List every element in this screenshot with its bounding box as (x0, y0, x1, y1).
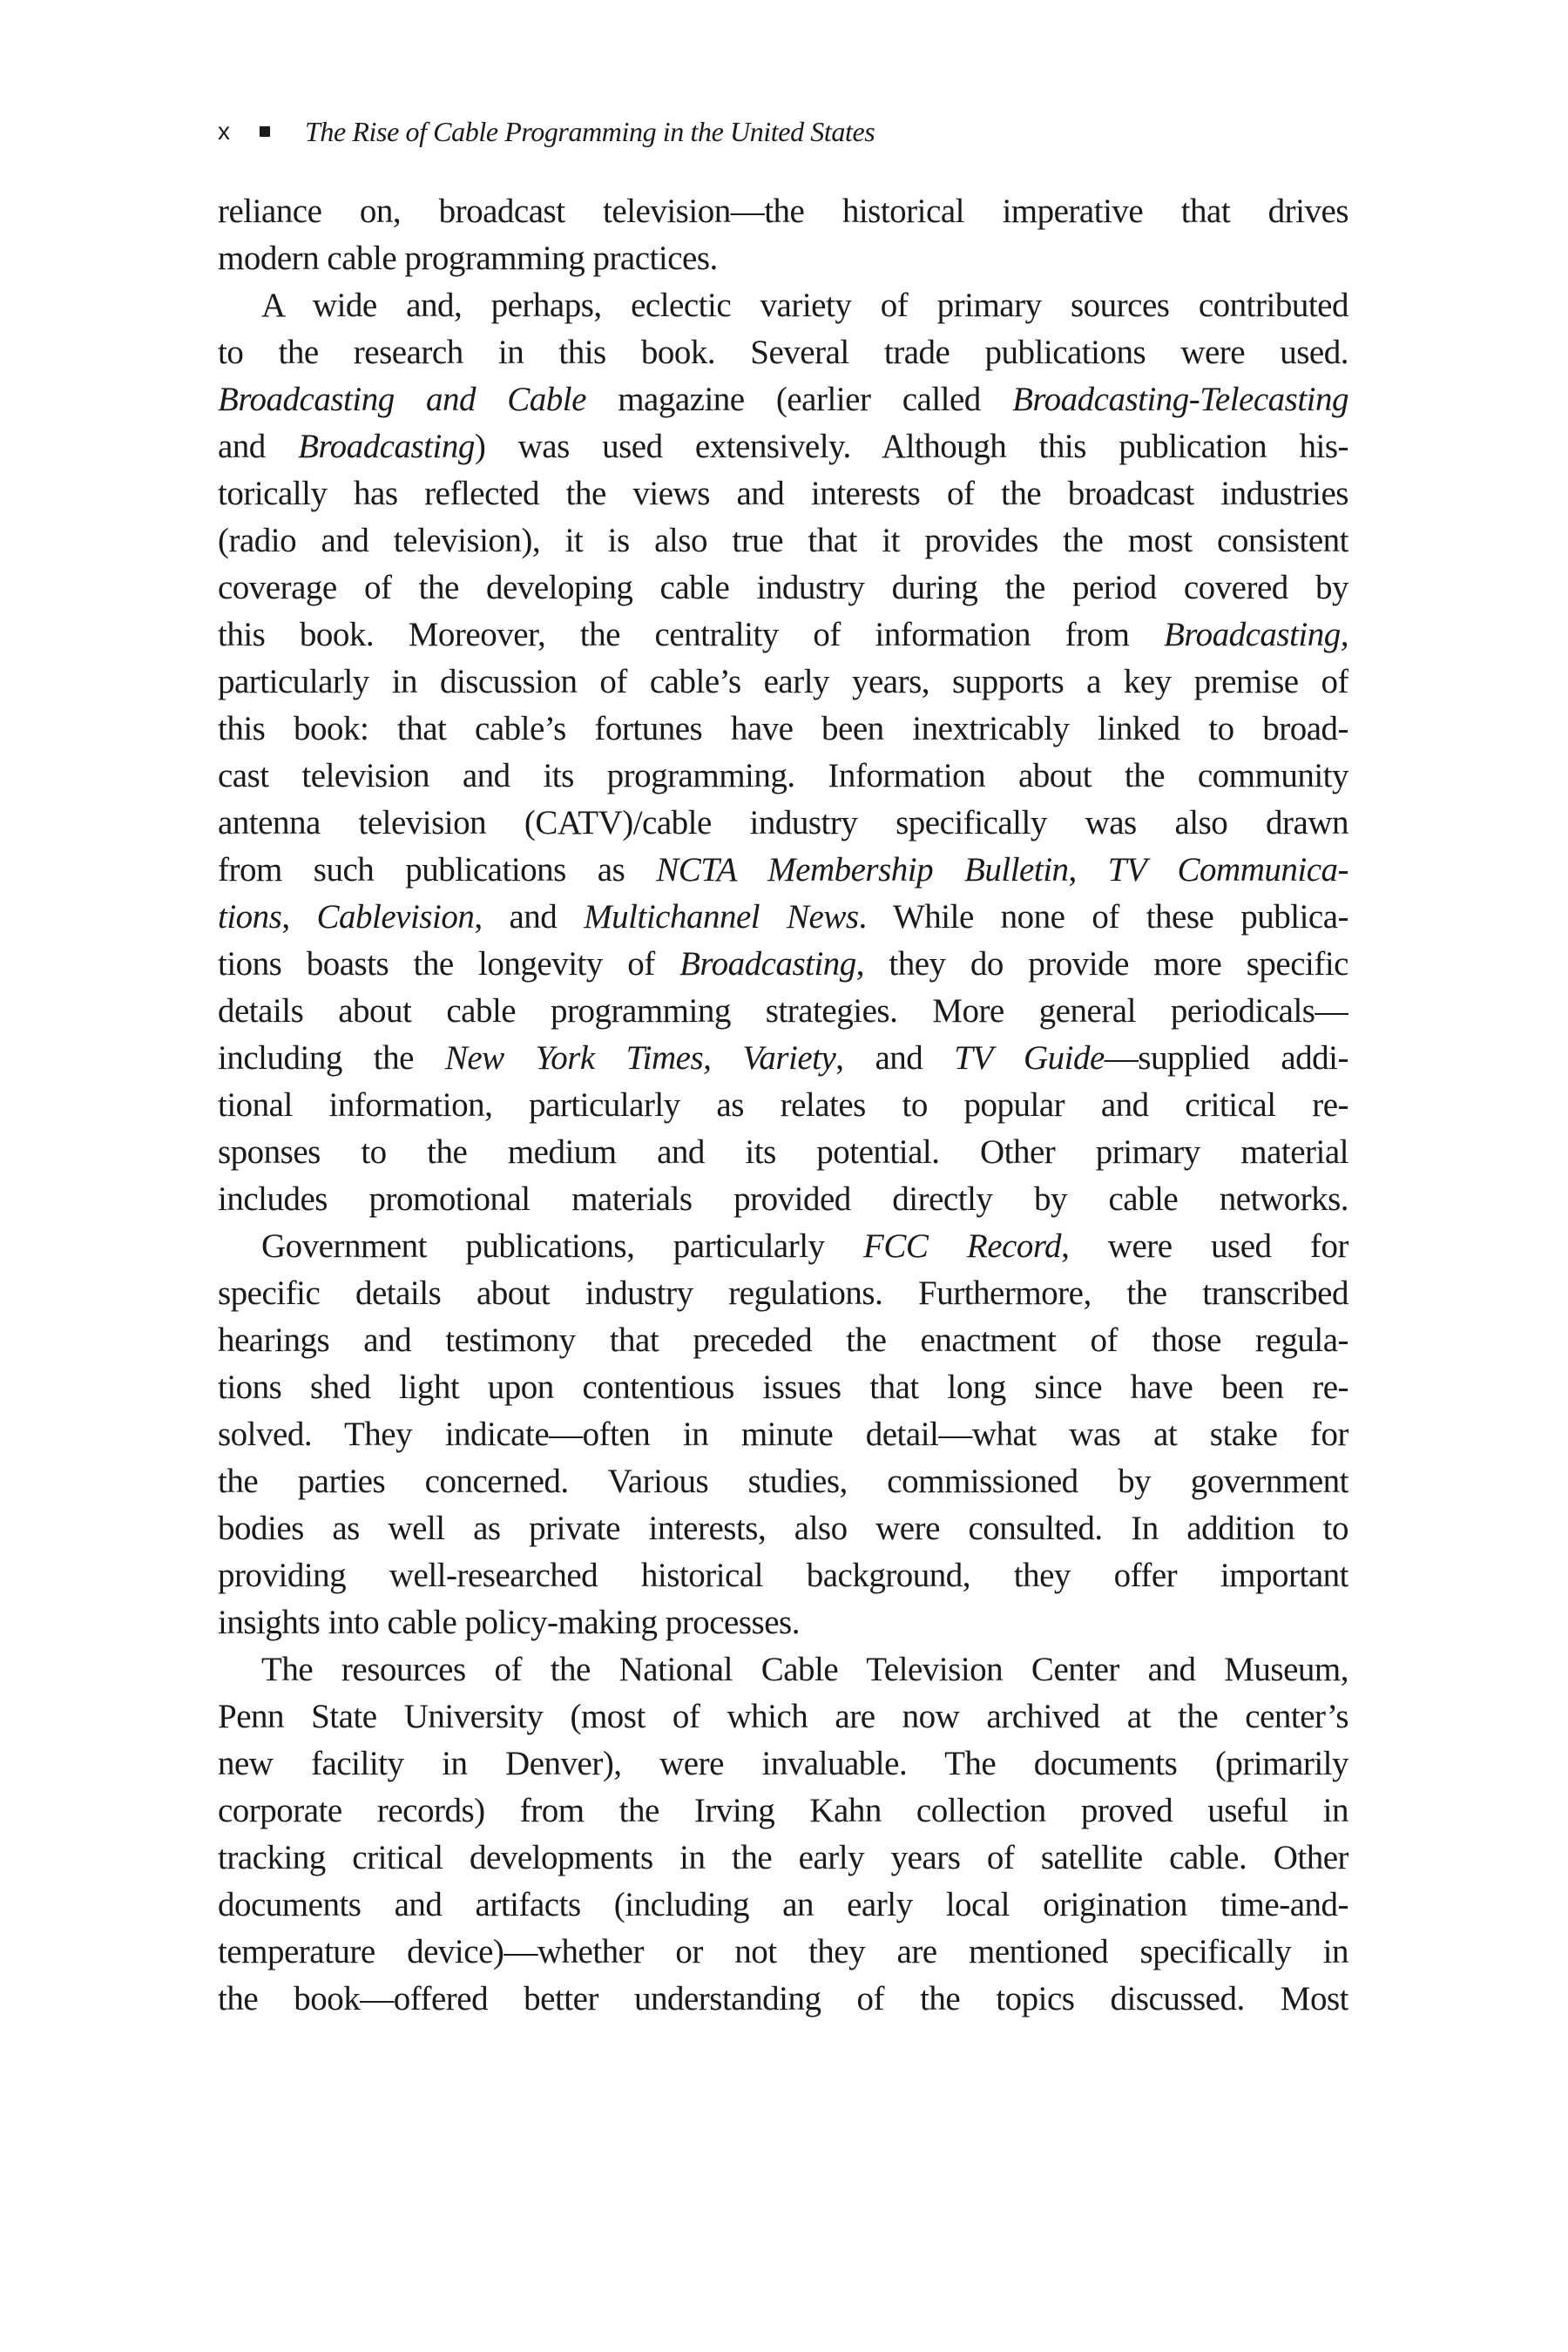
line-text: , (281, 898, 317, 936)
italic-title-text: TV Communica- (1107, 851, 1348, 889)
text-line (218, 941, 1348, 988)
line-text: tracking critical developments in the early years of satellite cable. Other (218, 1839, 1348, 1876)
line-text: temperature device)—whether or not they are mentioned specifically in (218, 1933, 1348, 1970)
text-line (218, 1270, 1348, 1317)
text-line (218, 1646, 1348, 1693)
text-line (218, 1458, 1348, 1505)
line-text: hearings and testimony that preceded the enactment of those regula- (218, 1321, 1348, 1359)
text-line (218, 1411, 1348, 1458)
line-text: the parties concerned. Various studies, commissioned by government (218, 1463, 1348, 1500)
text-line (218, 1788, 1348, 1835)
text-line (218, 1740, 1348, 1788)
text-line (218, 376, 1348, 423)
line-text: details about cable programming strategies. More general periodicals— (218, 992, 1348, 1030)
italic-title-text: Broadcasting-Telecasting (1012, 381, 1348, 418)
line-text: specific details about industry regulations. Furthermore, the transcribed (218, 1274, 1348, 1312)
text-line (218, 706, 1348, 753)
line-text: magazine (earlier called (585, 381, 1013, 418)
text-line (218, 1882, 1348, 1929)
text-line (218, 894, 1348, 941)
line-text: , (1068, 851, 1108, 889)
line-text: ) was used extensively. Although this publication his- (474, 428, 1348, 465)
text-line (218, 282, 1348, 329)
line-text: . While none of these publica- (858, 898, 1348, 936)
text-line (218, 1599, 1348, 1646)
line-text: solved. They indicate—often in minute detail—what was at stake for (218, 1416, 1348, 1453)
line-text: reliance on, broadcast television—the historical imperative that drives (218, 193, 1348, 230)
running-title: The Rise of Cable Programming in the United States (305, 115, 875, 147)
line-text: and (218, 428, 299, 465)
italic-title-text: Cablevision (316, 898, 475, 936)
text-line (218, 1929, 1348, 1976)
text-line (218, 847, 1348, 894)
line-text: providing well-researched historical background, they offer important (218, 1557, 1348, 1594)
text-line (218, 1552, 1348, 1599)
line-text: sponses to the medium and its potential. Other primary material (218, 1133, 1348, 1171)
line-text: corporate records) from the Irving Kahn collection proved useful in (218, 1792, 1348, 1829)
line-text: cast television and its programming. Information about the community (218, 757, 1348, 794)
line-text: includes promotional materials provided directly by cable networks. (218, 1180, 1348, 1218)
line-text: —supplied addi- (1104, 1039, 1348, 1077)
text-line (218, 188, 1348, 235)
running-header (218, 112, 875, 152)
page-number: x (218, 118, 230, 145)
text-line (218, 753, 1348, 800)
text-line (218, 1082, 1348, 1129)
text-line (218, 1364, 1348, 1411)
text-line (218, 659, 1348, 706)
bullet-square-icon (260, 126, 270, 137)
line-text: antenna television (CATV)/cable industry specifically was also drawn (218, 804, 1348, 841)
body-text (218, 188, 1348, 2023)
line-text: Penn State University (most of which are now archived at the center’s (218, 1698, 1348, 1735)
italic-title-text: New York Times, Variety (444, 1039, 836, 1077)
line-text: to the research in this book. Several trade publications were used. (218, 334, 1348, 371)
line-text: , and (835, 1039, 955, 1077)
line-text: modern cable programming practices. (218, 240, 718, 277)
text-line (218, 470, 1348, 517)
line-text: torically has reflected the views and interests of the broadcast industries (218, 475, 1348, 512)
line-text: bodies as well as private interests, also were consulted. In addition to (218, 1510, 1348, 1547)
line-text: , they do provide more specific (855, 945, 1348, 983)
text-line (218, 1505, 1348, 1552)
line-text: , and (474, 898, 585, 936)
text-line (218, 988, 1348, 1035)
line-text: insights into cable policy-making processes. (218, 1604, 800, 1641)
italic-title-text: Multichannel News (584, 898, 859, 936)
line-text: this book. Moreover, the centrality of information from (218, 616, 1165, 653)
text-line (218, 235, 1348, 282)
italic-title-text: NCTA Membership Bulletin (656, 851, 1069, 889)
text-line (218, 517, 1348, 564)
line-text: (radio and television), it is also true that it provides the most consistent (218, 522, 1348, 559)
text-line (218, 423, 1348, 470)
line-text: The resources of the National Cable Television Center and Museum, (261, 1651, 1348, 1688)
line-text: , were used for (1061, 1227, 1348, 1265)
text-line (218, 1035, 1348, 1082)
text-line (218, 329, 1348, 376)
line-text: including the (218, 1039, 445, 1077)
italic-title-text: Broadcasting (679, 945, 856, 983)
text-line (218, 1223, 1348, 1270)
text-line (218, 1129, 1348, 1176)
line-text: documents and artifacts (including an early local origination time-and- (218, 1886, 1348, 1923)
line-text: tional information, particularly as relates to popular and critical re- (218, 1086, 1348, 1124)
line-text: A wide and, perhaps, eclectic variety of primary sources contributed (261, 287, 1348, 324)
text-line (218, 800, 1348, 847)
text-line (218, 1317, 1348, 1364)
italic-title-text: TV Guide (954, 1039, 1105, 1077)
line-text: from such publications as (218, 851, 657, 889)
italic-title-text: tions (218, 898, 282, 936)
line-text: tions boasts the longevity of (218, 945, 680, 983)
text-line (218, 1976, 1348, 2023)
line-text: tions shed light upon contentious issues that long since have been re- (218, 1369, 1348, 1406)
italic-title-text: FCC Record (863, 1227, 1062, 1265)
line-text: coverage of the developing cable industry during the period covered by (218, 569, 1348, 606)
text-line (218, 1835, 1348, 1882)
line-text: Government publications, particularly (261, 1227, 864, 1265)
line-text: the book—offered better understanding of the topics discussed. Most (218, 1980, 1348, 2017)
text-line (218, 612, 1348, 659)
italic-title-text: Broadcasting and Cable (218, 381, 586, 418)
line-text: particularly in discussion of cable’s early years, supports a key premise of (218, 663, 1348, 700)
text-line (218, 1693, 1348, 1740)
italic-title-text: Broadcasting (298, 428, 475, 465)
line-text: new facility in Denver), were invaluable. The documents (primarily (218, 1745, 1348, 1782)
line-text: this book: that cable’s fortunes have been inextricably linked to broad- (218, 710, 1348, 747)
text-line (218, 564, 1348, 612)
text-line (218, 1176, 1348, 1223)
italic-title-text: Broadcasting, (1164, 616, 1348, 653)
